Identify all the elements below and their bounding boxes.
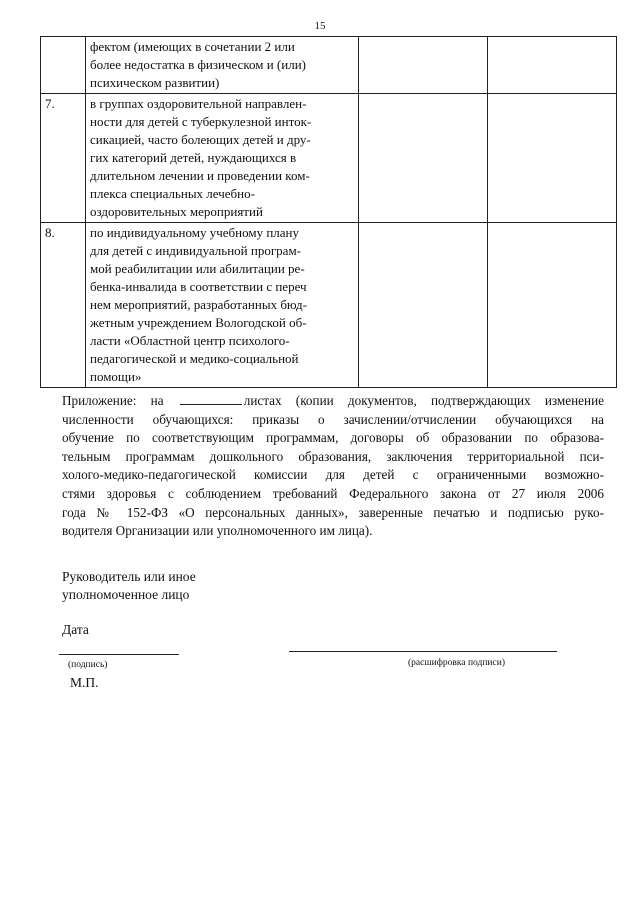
description-line: психическом развитии): [90, 75, 220, 90]
description-line: мой реабилитации или абилитации ре-: [90, 261, 305, 276]
signer-block: [62, 568, 196, 604]
appendix-first-line: [62, 392, 604, 411]
appendix-suffix: листах (копии документов, подтверждающих изменение: [243, 393, 605, 408]
signature-caption: (подпись): [68, 660, 108, 670]
appendix-line: тельным программам дошкольного образования, заключения территориальной пси-: [62, 448, 604, 464]
decryption-caption: (расшифровка подписи): [408, 658, 505, 668]
empty-cell[interactable]: [359, 94, 488, 223]
appendix-line: обучение по соответствующим программам, договоры об образовании по образова-: [62, 430, 604, 446]
signature-field[interactable]: [59, 654, 179, 655]
row-number: 7.: [41, 94, 86, 223]
appendix-line: года № 152-ФЗ «О персональных данных», заверенные печатью и подписью руко-: [62, 504, 604, 520]
empty-cell[interactable]: [488, 37, 617, 94]
description-line: бенка-инвалида в соответствии с переч: [90, 279, 307, 294]
description-line: педагогической и медико-социальной: [90, 351, 299, 366]
empty-cell[interactable]: [359, 37, 488, 94]
description-line: сикацией, часто болеющих детей и дру-: [90, 132, 311, 147]
appendix-line: численности обучающихся: приказы о зачислении/отчислении обучающихся на: [62, 411, 604, 427]
table-row: [41, 37, 617, 94]
signer-title-line1: Руководитель или иное: [62, 569, 196, 584]
appendix-line: стями здоровья с соблюдением требований Федерального закона от 27 июля 2006: [62, 485, 604, 501]
description-line: ласти «Областной центр психолого-: [90, 333, 290, 348]
description-line: в группах оздоровительной направлен-: [90, 96, 307, 111]
row-number: [41, 37, 86, 94]
decryption-field[interactable]: [289, 651, 557, 652]
description-line: жетным учреждением Вологодской об-: [90, 315, 307, 330]
row-description: [86, 94, 359, 223]
description-line: нем мероприятий, разработанных бюд-: [90, 297, 307, 312]
services-table: [40, 36, 617, 388]
description-line: ности для детей с туберкулезной инток-: [90, 114, 312, 129]
description-line: оздоровительных мероприятий: [90, 204, 263, 219]
table-row: [41, 223, 617, 388]
date-label: Дата: [62, 622, 89, 637]
description-line: фектом (имеющих в сочетании 2 или: [90, 39, 295, 54]
page-number: 15: [314, 20, 326, 32]
row-number: 8.: [41, 223, 86, 388]
empty-cell[interactable]: [359, 223, 488, 388]
empty-cell[interactable]: [488, 223, 617, 388]
empty-cell[interactable]: [488, 94, 617, 223]
description-line: более недостатка в физическом и (или): [90, 57, 306, 72]
sheet-count-blank[interactable]: [180, 392, 242, 405]
description-line: гих категорий детей, нуждающихся в: [90, 150, 297, 165]
description-line: длительном лечении и проведении ком-: [90, 168, 310, 183]
row-description: [86, 223, 359, 388]
description-line: помощи»: [90, 369, 142, 384]
table-row: [41, 94, 617, 223]
appendix-line: холого-медико-педагогической комиссии для детей с ограниченными возможно-: [62, 467, 604, 483]
description-line: для детей с индивидуальной програм-: [90, 243, 301, 258]
appendix-paragraph: [62, 392, 604, 541]
appendix-line: водителя Организации или уполномоченного им лица).: [62, 523, 373, 539]
description-line: плекса специальных лечебно-: [90, 186, 255, 201]
stamp-label: М.П.: [70, 675, 99, 690]
row-description: [86, 37, 359, 94]
appendix-prefix: Приложение: на: [62, 393, 164, 408]
description-line: по индивидуальному учебному плану: [90, 225, 299, 240]
signer-title-line2: уполномоченное лицо: [62, 587, 190, 602]
